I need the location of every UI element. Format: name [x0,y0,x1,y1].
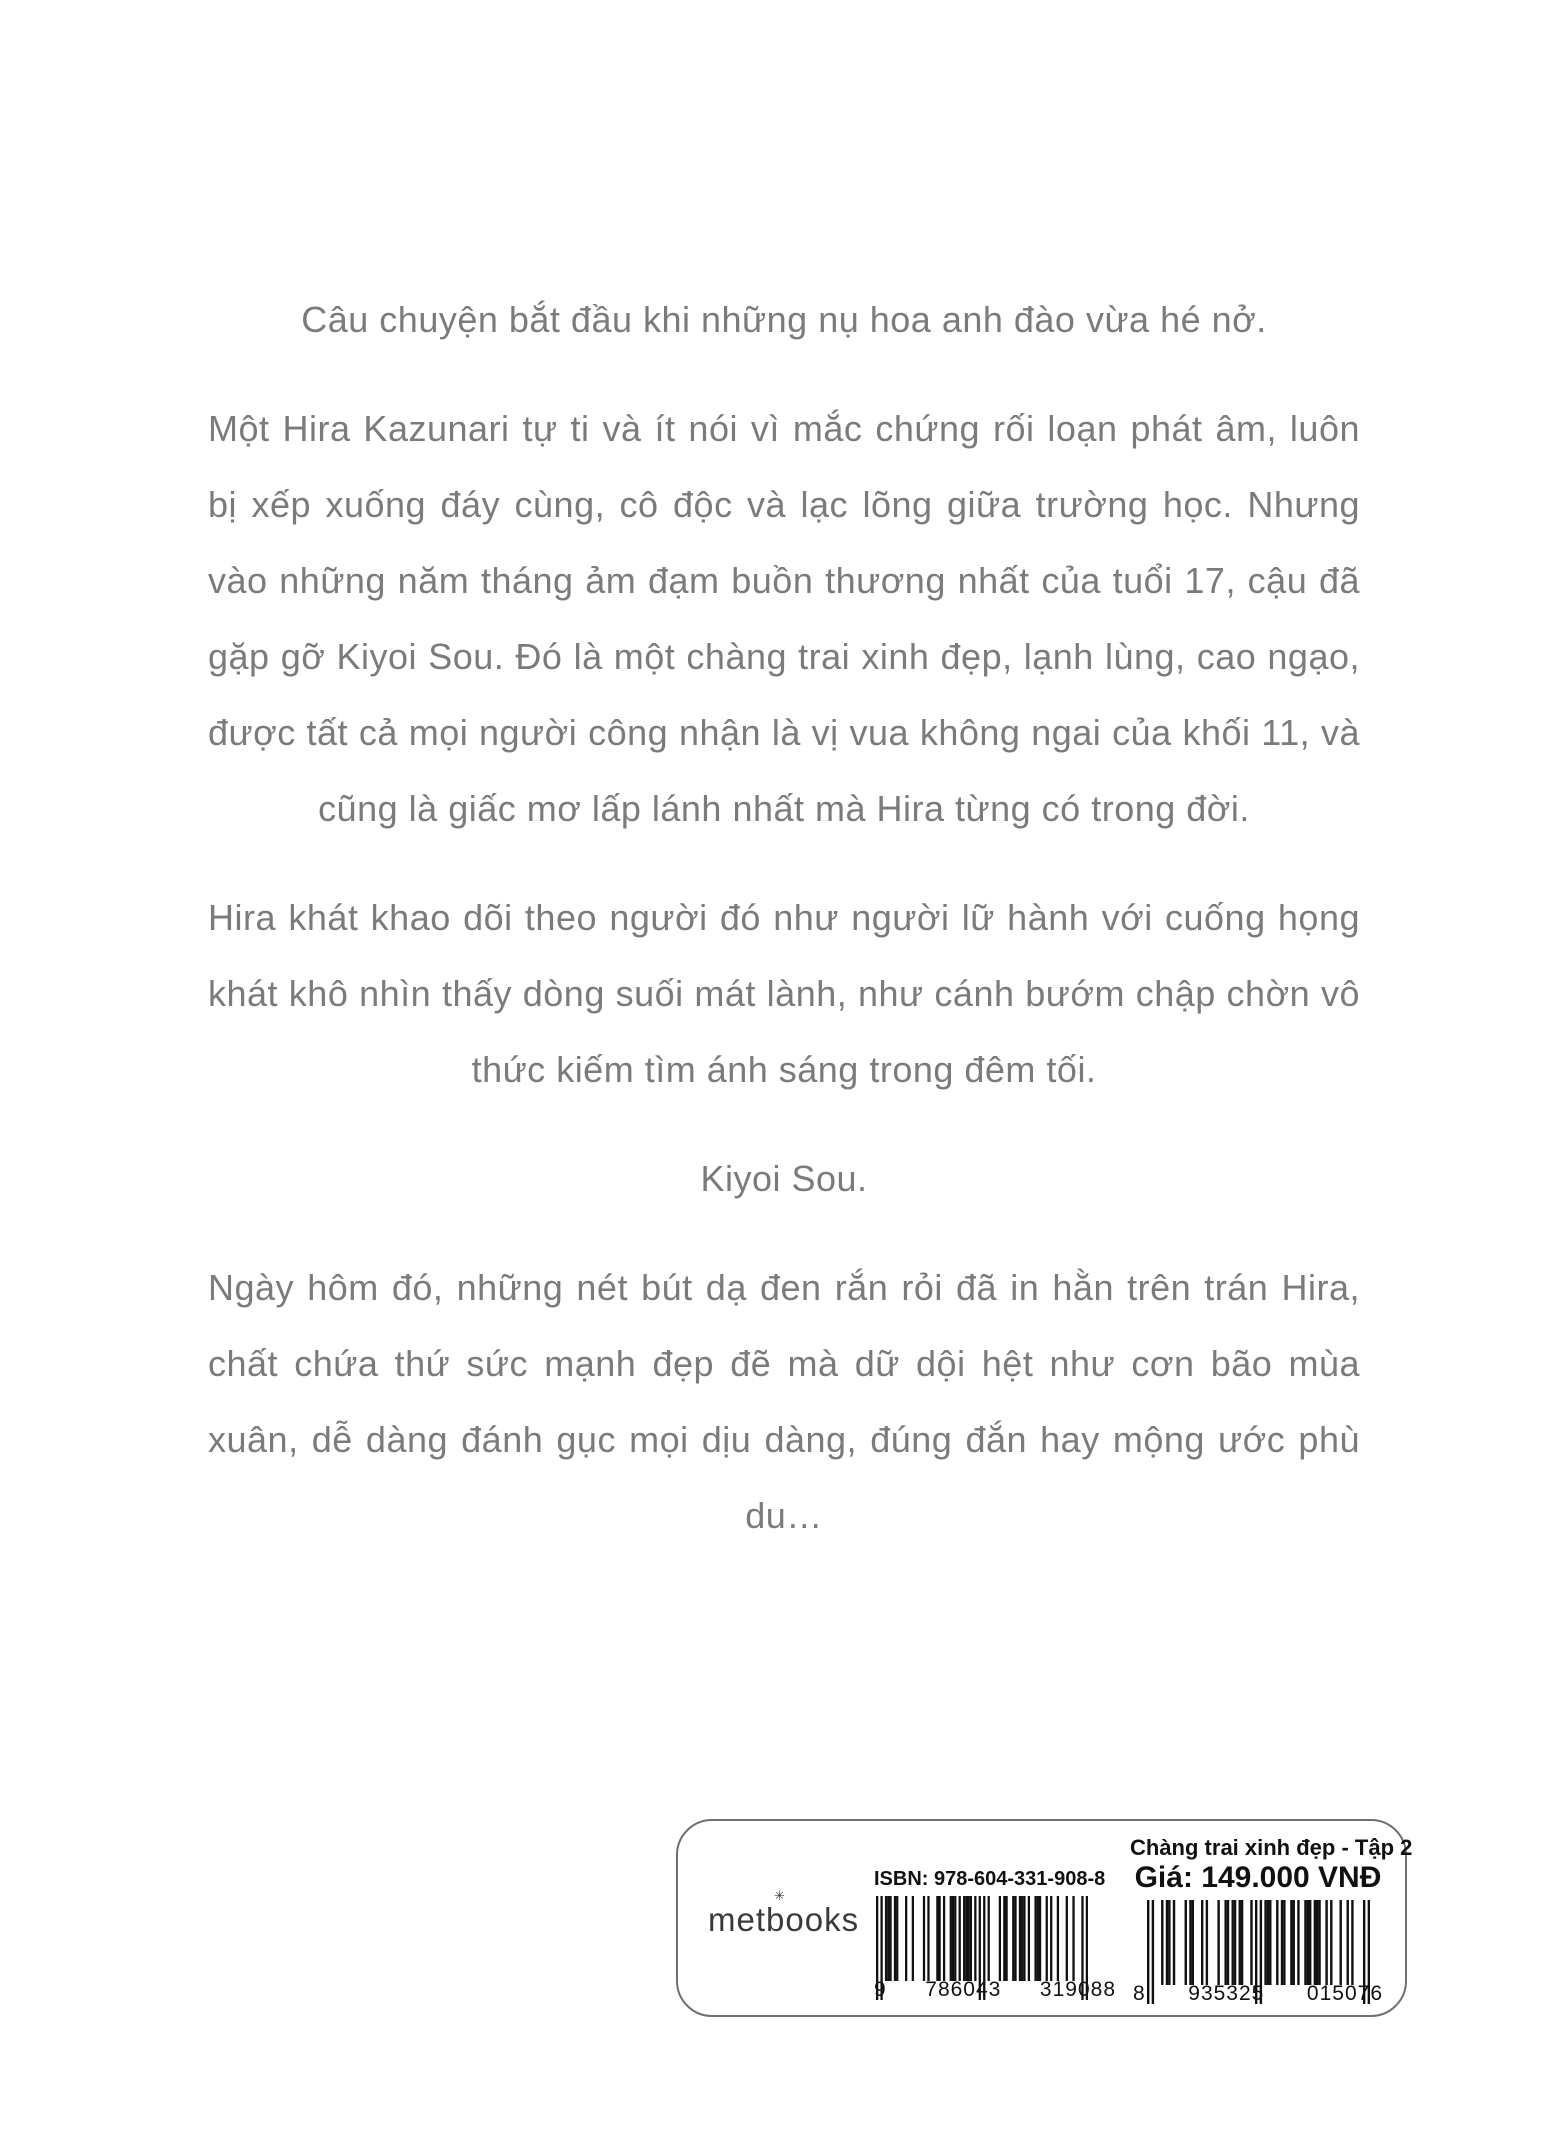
synopsis-paragraph: Một Hira Kazunari tự ti và ít nói vì mắc chứng rối loạn phát âm, luôn bị xếp xuống đáy cùng, cô độc và lạc lõng giữa trường học. Nhưng vào những năm tháng ảm đạm buồn thương nhất của tuổi 17, cậu đã gặp gỡ Kiyoi Sou. Đó là một chàng trai xinh đẹp, lạnh lùng, cao ngạo, được tất cả mọi người công nhận là vị vua không ngai của khối 11, và cũng là giấc mơ lấp lánh nhất mà Hira từng có trong đời. [208,408,1360,829]
isbn-block [874,1868,1116,2001]
price: Giá: 149.000 VNĐ [1134,1861,1382,1894]
synopsis-paragraph: Ngày hôm đó, những nét bút dạ đen rắn rỏi đã in hằn trên trán Hira, chất chứa thứ sức mạnh đẹp đẽ mà dữ dội hệt như cơn bão mùa xuân, dễ dàng đánh gục mọi dịu dàng, đúng đắn hay mộng ước phù du… [208,1267,1360,1536]
barcode-digit-group: 015076 [1306,1982,1383,2005]
synopsis-paragraph: Kiyoi Sou. [700,1158,868,1199]
metbooks-logo [708,1888,860,1939]
price-block [1130,1835,1413,2005]
synopsis-paragraph: Câu chuyện bắt đầu khi những nụ hoa anh đào vừa hé nở. [301,299,1267,340]
isbn-number: ISBN: 978-604-331-908-8 [874,1868,1106,1890]
isbn-barcode-digits [874,1979,1116,2001]
synopsis-paragraph: Hira khát khao dõi theo người đó như người lữ hành với cuống họng khát khô nhìn thấy dòng suối mát lành, như cánh bướm chập chờn vô thức kiếm tìm ánh sáng trong đêm tối. [208,897,1360,1090]
publisher-logo-text: metbooks [708,1901,860,1938]
barcode-digit-group: 935325 [1188,1982,1265,2005]
leaf-icon: ✳ [774,1888,786,1903]
barcode-digit-group: 319088 [1039,1978,1116,2001]
product-barcode-digits [1133,1983,1383,2005]
barcode-digit-group: 8 [1133,1982,1146,2005]
barcode-digit-group: 9 [874,1978,887,2001]
price-barcode-label [676,1819,1413,2017]
book-synopsis [208,282,1360,1587]
book-title: Chàng trai xinh đẹp - Tập 2 [1130,1835,1413,1860]
barcode-digit-group: 786043 [925,1978,1002,2001]
